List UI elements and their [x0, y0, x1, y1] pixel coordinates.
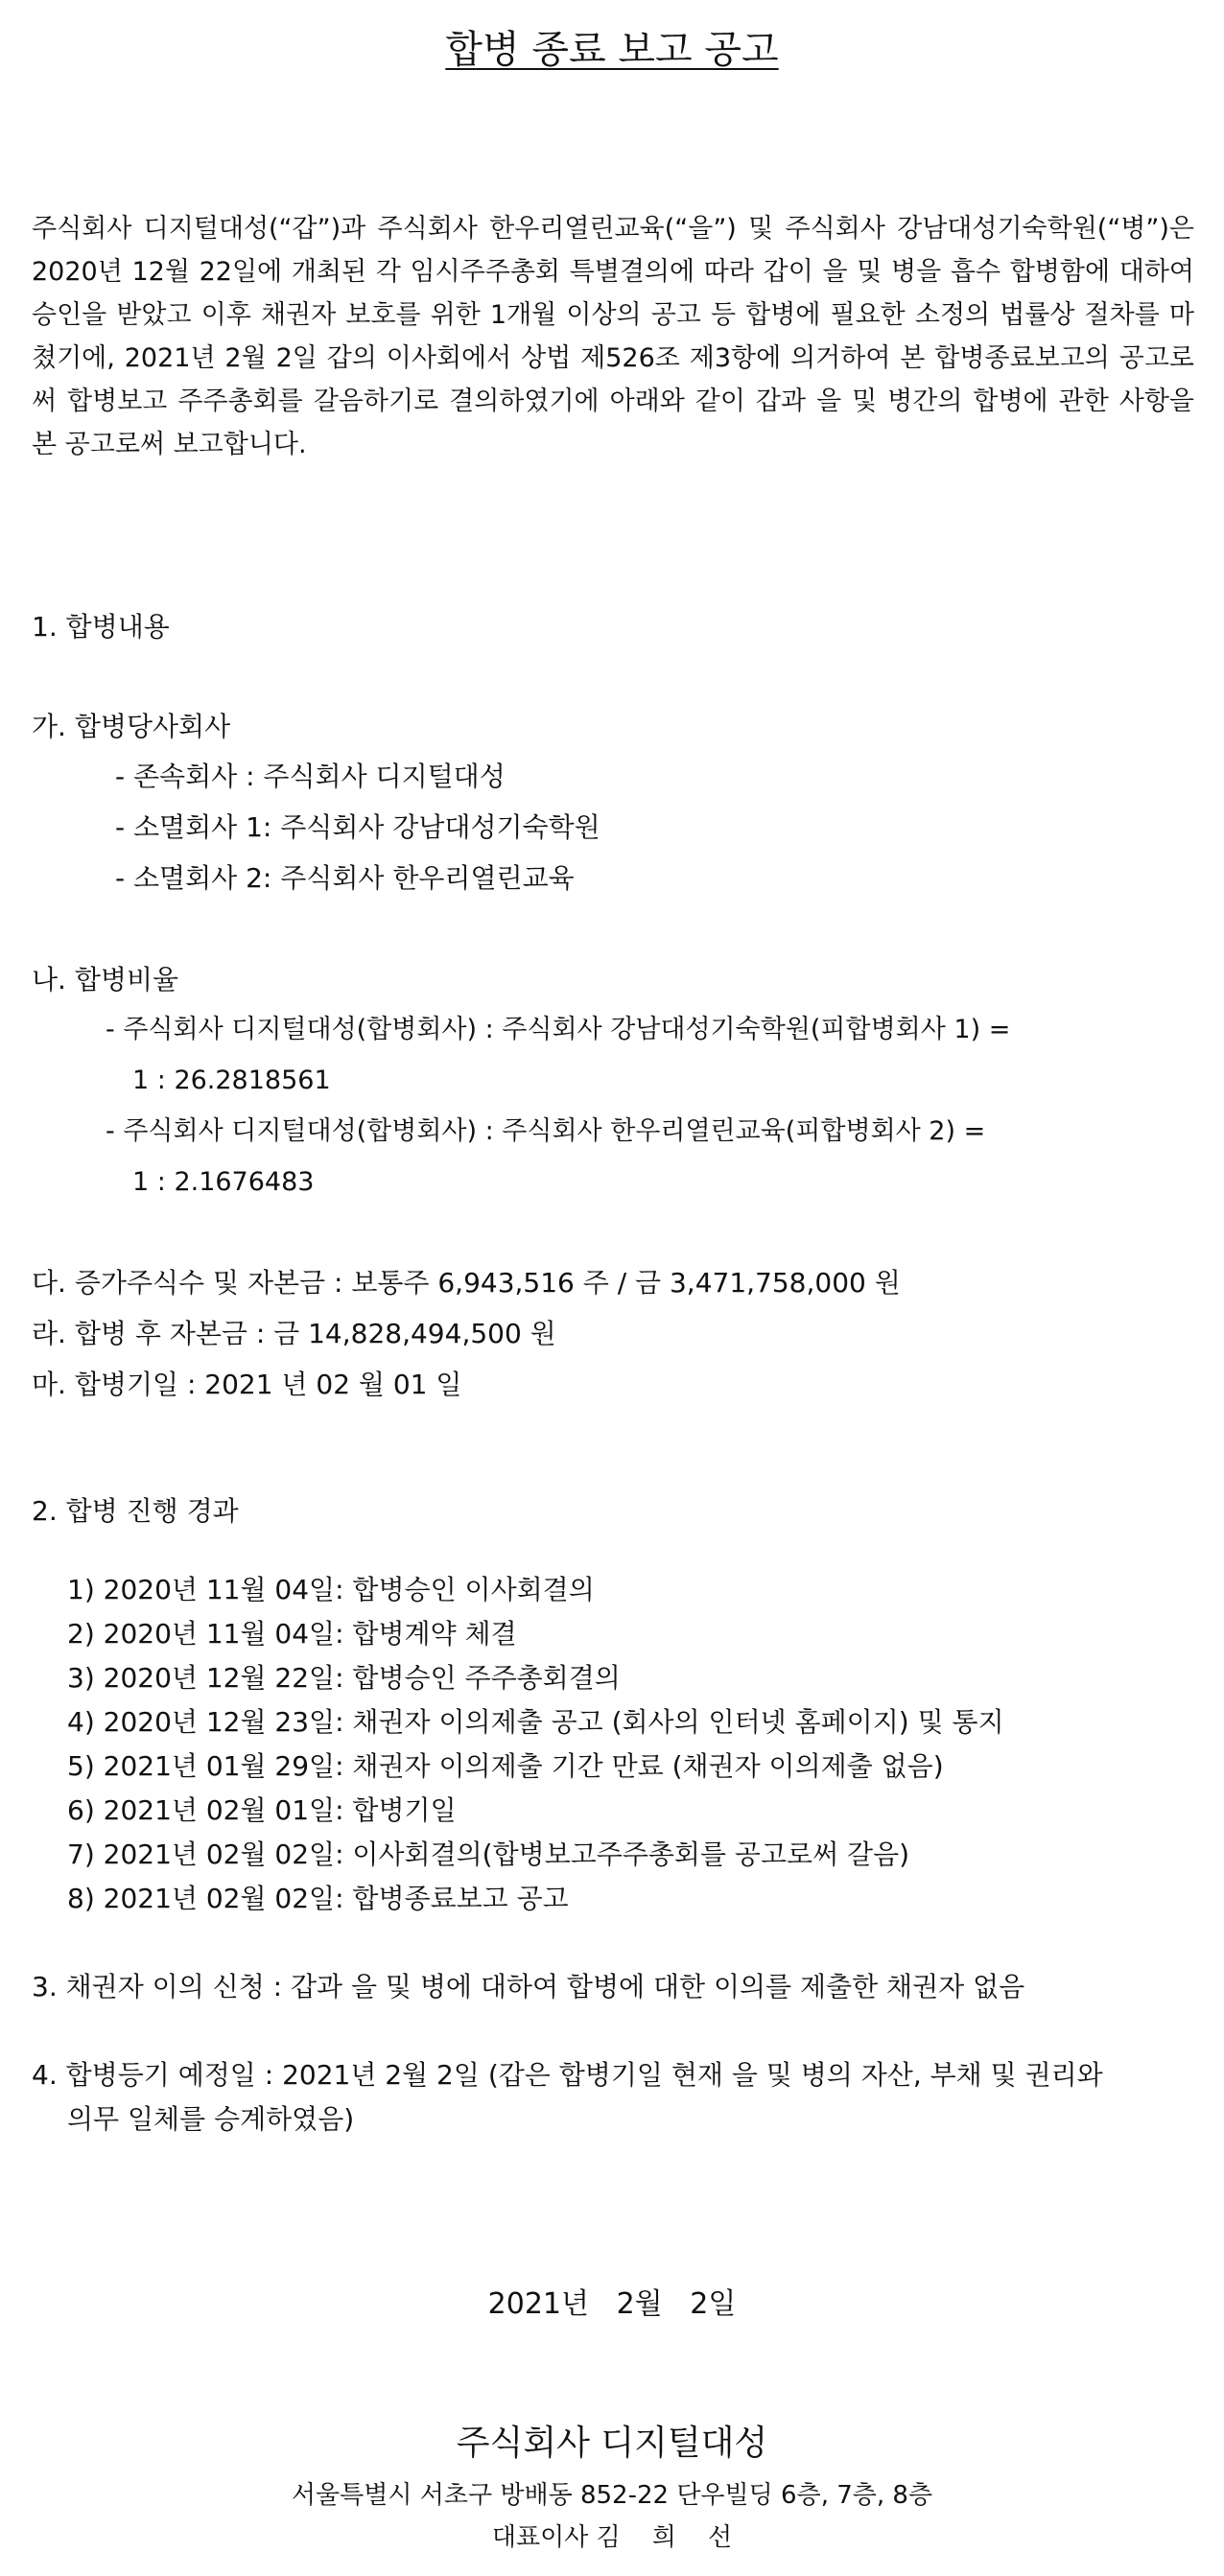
progress-item: 8) 2021년 02월 02일: 합병종료보고 공고	[67, 1883, 569, 1914]
capital-increase: 다. 증가주식수 및 자본금 : 보통주 6,943,516 주 / 금 3,471,758,000 원	[32, 1267, 901, 1299]
section1-heading: 1. 합병내용	[32, 611, 170, 643]
merger-ratio-2-value: 1 : 2.1676483	[132, 1167, 315, 1197]
capital-after-merger: 라. 합병 후 자본금 : 금 14,828,494,500 원	[32, 1318, 556, 1349]
notice-date: 2021년 2월 2일	[487, 2287, 737, 2321]
registration-date-line2: 의무 일체를 승계하였음)	[67, 2103, 355, 2135]
progress-item: 7) 2021년 02월 02일: 이사회결의(합병보고주주총회를 공고로써 갈음)	[67, 1838, 910, 1870]
ceo-name: 대표이사 김 희 선	[491, 2523, 733, 2552]
progress-item: 6) 2021년 02월 01일: 합병기일	[67, 1794, 457, 1826]
company-name: 주식회사 디지털대성	[456, 2424, 768, 2463]
surviving-company: - 존속회사 : 주식회사 디지털대성	[115, 761, 506, 792]
progress-item: 3) 2020년 12월 22일: 합병승인 주주총회결의	[67, 1662, 621, 1694]
merger-ratio-1-value: 1 : 26.2818561	[132, 1066, 331, 1095]
dissolved-company-1: - 소멸회사 1: 주식회사 강남대성기숙학원	[115, 811, 600, 843]
title-text: 합병 종료 보고 공고	[445, 28, 779, 72]
progress-item: 2) 2020년 11월 04일: 합병계약 체결	[67, 1618, 517, 1650]
company-address: 서울특별시 서초구 방배동 852-22 단우빌딩 6층, 7층, 8층	[291, 2481, 933, 2510]
document-title	[0, 25, 1224, 75]
dissolved-company-2: - 소멸회사 2: 주식회사 한우리열린교육	[115, 862, 575, 894]
progress-item: 4) 2020년 12월 23일: 채권자 이의제출 공고 (회사의 인터넷 홈페이지) 및 통지	[67, 1706, 1004, 1738]
progress-item: 1) 2020년 11월 04일: 합병승인 이사회결의	[67, 1574, 595, 1605]
registration-date-line1: 4. 합병등기 예정일 : 2021년 2월 2일 (갑은 합병기일 현재 을 및 병의 자산, 부채 및 권리와	[32, 2059, 1103, 2091]
merger-ratio-1-label: - 주식회사 디지털대성(합병회사) : 주식회사 강남대성기숙학원(피합병회사 1) =	[106, 1015, 1011, 1044]
merger-parties-heading: 가. 합병당사회사	[32, 711, 231, 742]
progress-item: 5) 2021년 01월 29일: 채권자 이의제출 기간 만료 (채권자 이의제출 없음)	[67, 1750, 944, 1782]
section2-heading: 2. 합병 진행 경과	[32, 1495, 239, 1527]
merger-ratio-heading: 나. 합병비율	[32, 964, 179, 995]
intro-paragraph: 주식회사 디지털대성(“갑”)과 주식회사 한우리열린교육(“을”) 및 주식회사 강남대성기숙학원(“병”)은 2020년 12월 22일에 개최된 각 임시주주총회 특별결의에 따라 갑이 을 및 병을 흡수 합병함에 대하여 승인을 받았고 이후 채권자 보호를 위한 1개월 이상의 공고 등 합병에 필요한 소정의 법률상 절차를 마쳤기에, 2021년 2월 2일 갑의 이사회에서 상법 제526조 제3항에 의거하여 본 합병종료보고의 공고로써 합병보고 주주총회를 갈음하기로 결의하였기에 아래와 같이 갑과 을 및 병간의 합병에 관한 사항을 본 공고로써 보고합니다.	[32, 214, 1194, 459]
creditor-objection: 3. 채권자 이의 신청 : 갑과 을 및 병에 대하여 합병에 대한 이의를 제출한 채권자 없음	[32, 1971, 1025, 2002]
merger-date: 마. 합병기일 : 2021 년 02 월 01 일	[32, 1369, 462, 1400]
merger-ratio-2-label: - 주식회사 디지털대성(합병회사) : 주식회사 한우리열린교육(피합병회사 2) =	[106, 1116, 986, 1146]
